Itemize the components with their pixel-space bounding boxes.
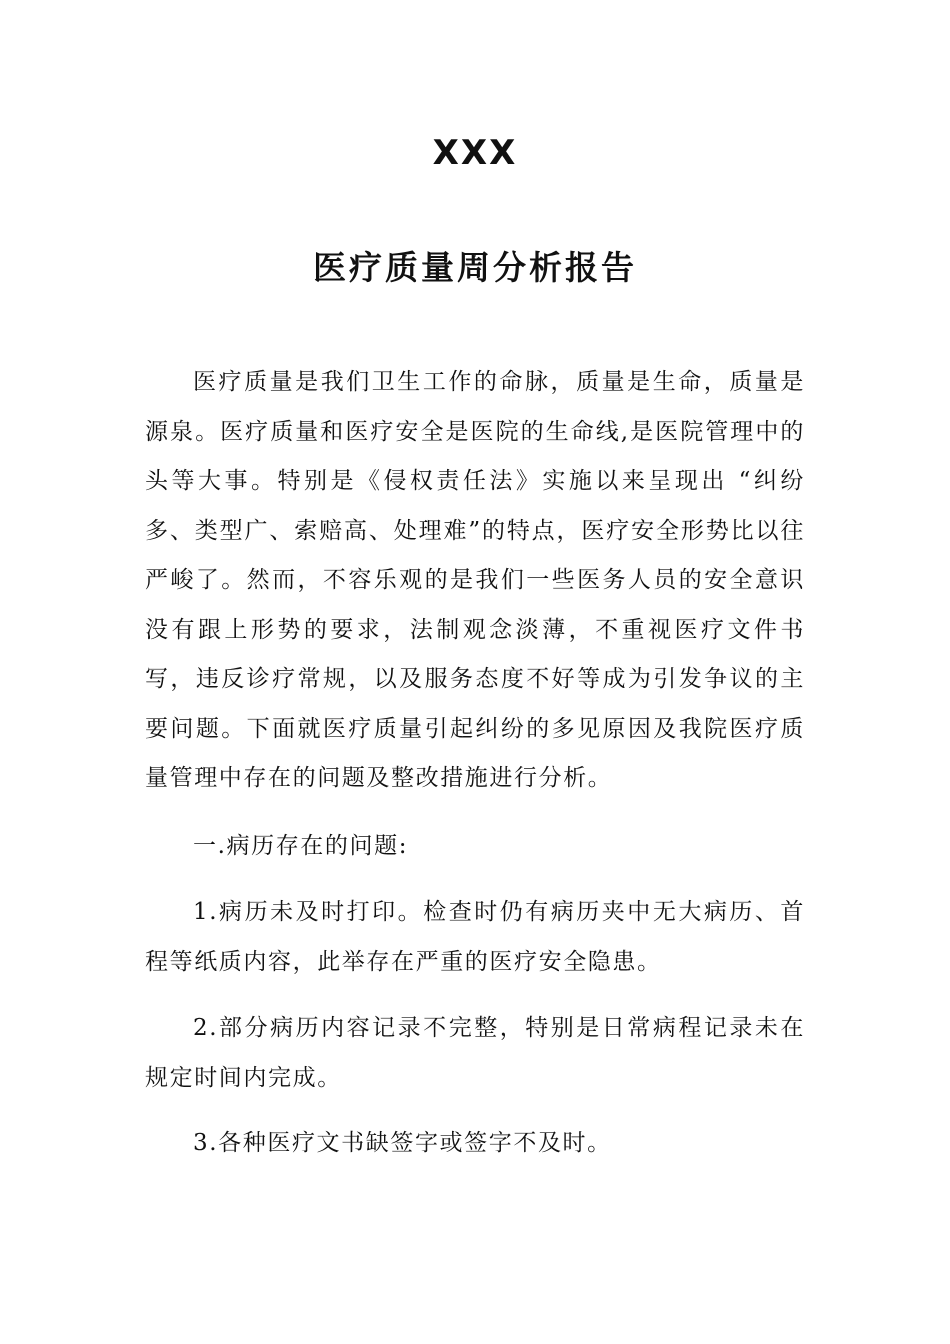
problem-item-3: 3.各种医疗文书缺签字或签字不及时。 (193, 1130, 612, 1156)
intro-paragraph: 医疗质量是我们卫生工作的命脉，质量是生命，质量是源泉。医疗质量和医疗安全是医院的生命线,是医院管理中的头等大事。特别是《侵权责任法》实施以来呈现出 “纠纷多、类型广、索赔高、处理难”的特点，医疗安全形势比以往严峻了。然而，不容乐观的是我们一些医务人员的安全意识没有跟上形势的要求，法制观念淡薄，不重视医疗文件书写，违反诊疗常规，以及服务态度不好等成为引发争议的主要问题。下面就医疗质量引起纠纷的多见原因及我院医疗质量管理中存在的问题及整改措施进行分析。 (145, 369, 805, 791)
section-heading: 一.病历存在的问题: (193, 833, 409, 859)
document-title: 医疗质量周分析报告 (313, 248, 637, 287)
org-name: XXX (432, 133, 518, 173)
problem-item-2: 2.部分病历内容记录不完整，特别是日常病程记录未在规定时间内完成。 (145, 1015, 805, 1091)
problem-item-1: 1.病历未及时打印。检查时仍有病历夹中无大病历、首程等纸质内容，此举存在严重的医疗安全隐患。 (145, 899, 805, 975)
